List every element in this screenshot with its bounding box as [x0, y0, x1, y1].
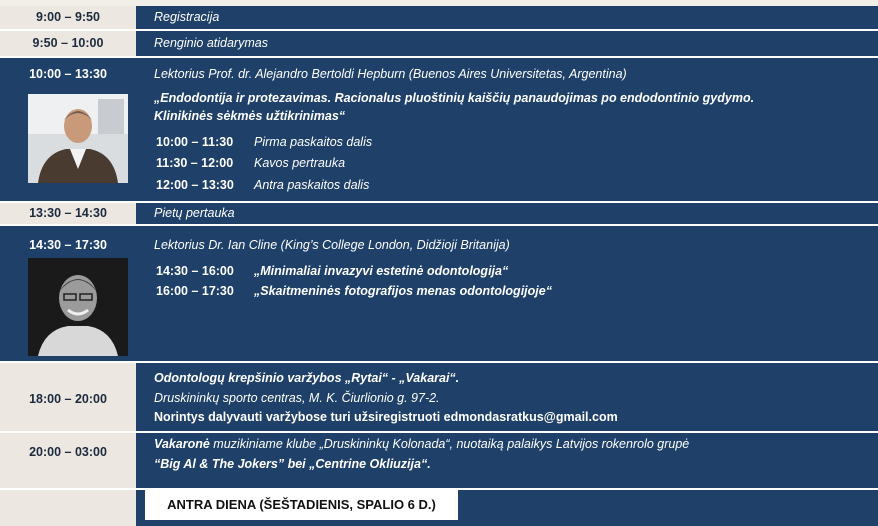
row-time: 9:00 – 9:50: [36, 10, 100, 24]
event-name: Vakaronė: [154, 437, 210, 451]
row-time: 20:00 – 03:00: [29, 445, 107, 459]
row-time: 9:50 – 10:00: [32, 36, 104, 50]
lecturer-photo: [28, 258, 128, 356]
event-bands: “Big Al & The Jokers” bei „Centrine Okliuzija“.: [154, 457, 431, 471]
lecturer-photo: [28, 94, 128, 183]
schedule-row: [0, 363, 878, 431]
session-time: 12:00 – 13:30: [156, 178, 234, 192]
row-text: Renginio atidarymas: [154, 36, 268, 50]
content-cell: [136, 433, 878, 488]
session-label: „Minimaliai invazyvi estetinė odontologija“: [254, 264, 509, 278]
event-title: [154, 437, 689, 451]
schedule-row: [0, 433, 878, 488]
content-cell: [136, 58, 878, 201]
row-time: 18:00 – 20:00: [29, 392, 107, 406]
session-label: Pirma paskaitos dalis: [254, 135, 373, 149]
row-text: Registracija: [154, 10, 220, 24]
time-cell: [0, 433, 136, 488]
row-time: 13:30 – 14:30: [29, 206, 107, 220]
time-cell: [0, 58, 136, 201]
time-cell: [0, 6, 136, 29]
day-banner: ANTRA DIENA (ŠEŠTADIENIS, SPALIO 6 D.): [145, 489, 458, 520]
session-time: 10:00 – 11:30: [156, 135, 234, 149]
event-registration: Norintys dalyvauti varžybose turi užsiregistruoti edmondasratkus@gmail.com: [154, 410, 618, 424]
session-label: „Skaitmeninės fotografijos menas odontologijoje“: [254, 284, 552, 298]
lecture-title-line1: „Endodontija ir protezavimas. Racionalus pluoštinių kaiščių panaudojimas po endodontinio gydymo.: [154, 91, 755, 105]
session-item: [156, 156, 345, 170]
time-cell: [0, 226, 136, 361]
session-label: Antra paskaitos dalis: [254, 178, 370, 192]
session-item: [156, 178, 369, 192]
content-cell: [136, 31, 878, 56]
schedule-row: [0, 6, 878, 29]
lecturer-name: Lektorius Prof. dr. Alejandro Bertoldi Hepburn (Buenos Aires Universitetas, Argentina): [154, 67, 627, 81]
schedule-row: [0, 31, 878, 56]
row-text: Pietų pertauka: [154, 206, 235, 220]
time-cell: [0, 31, 136, 56]
lecturer-name: Lektorius Dr. Ian Cline (King’s College London, Didžioji Britanija): [154, 238, 510, 252]
schedule-row: [0, 203, 878, 224]
content-cell: [136, 6, 878, 29]
session-time: 14:30 – 16:00: [156, 264, 234, 278]
session-time: 11:30 – 12:00: [156, 156, 234, 170]
session-time: 16:00 – 17:30: [156, 284, 234, 298]
time-cell: [0, 490, 136, 526]
row-time: 14:30 – 17:30: [29, 238, 107, 252]
time-cell: [0, 203, 136, 224]
session-item: [156, 135, 372, 149]
event-description: muzikiniame klube „Druskininkų Kolonada“, nuotaiką palaikys Latvijos rokenrolo grupė: [209, 437, 690, 451]
content-cell: [136, 363, 878, 431]
session-label: Kavos pertrauka: [254, 156, 346, 170]
row-time: 10:00 – 13:30: [29, 67, 107, 81]
lecture-row: [0, 226, 878, 361]
lecture-row: [0, 58, 878, 201]
session-item: [156, 264, 508, 278]
session-item: [156, 284, 552, 298]
content-cell: [136, 226, 878, 361]
lecture-title-line2: Klinikinės sėkmės užtikrinimas“: [154, 109, 346, 123]
time-cell: [0, 363, 136, 431]
event-location: Druskininkų sporto centras, M. K. Čiurlionio g. 97-2.: [154, 391, 440, 405]
content-cell: [136, 203, 878, 224]
event-title: Odontologų krepšinio varžybos „Rytai“ - „Vakarai“.: [154, 371, 460, 385]
